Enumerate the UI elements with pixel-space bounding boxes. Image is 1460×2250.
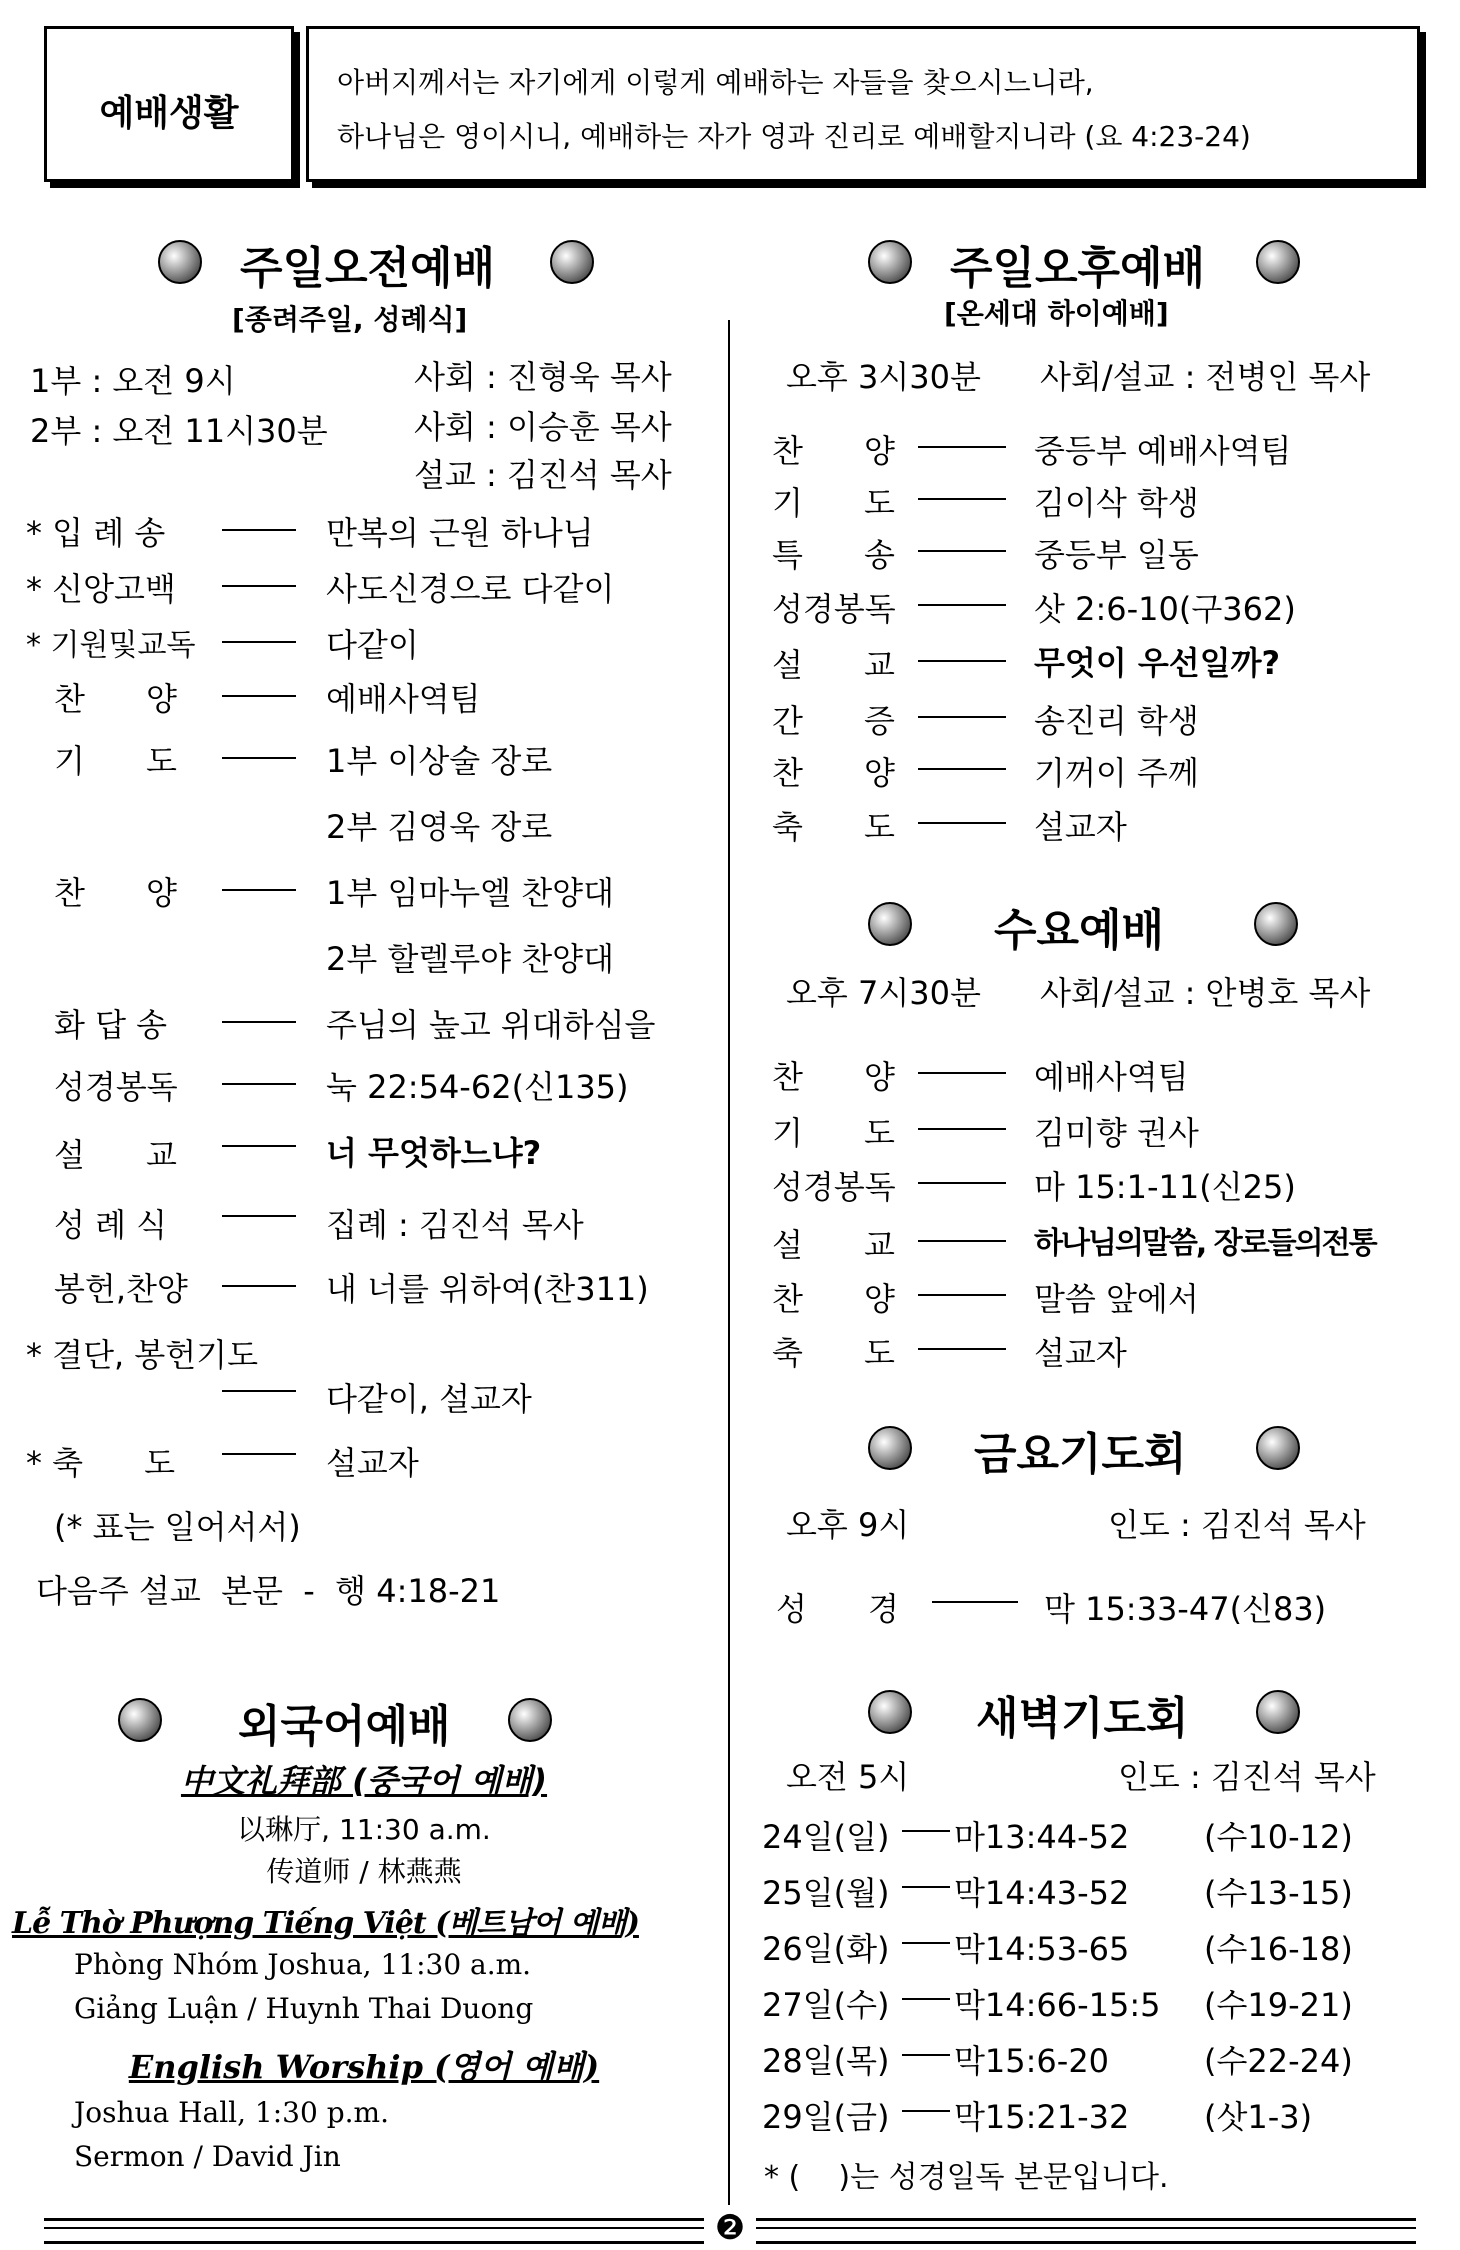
vietnamese-service-title: Lễ Thờ Phượng Tiếng Việt (베트남어 예배): [12, 1906, 639, 1941]
pm-item-label: 축 도: [772, 808, 895, 846]
sunday-pm-host: 사회/설교 : 전병인 목사: [1040, 358, 1371, 396]
bullet-icon: [868, 902, 912, 946]
pm-item-label: 찬 양: [772, 754, 895, 792]
header-label: 예배생활: [99, 93, 239, 134]
am-item-value: 설교자: [326, 1444, 419, 1482]
am-item-label: 찬 양: [54, 874, 177, 912]
leader-line: [902, 1830, 950, 1832]
standing-note: (* 표는 일어서서): [54, 1508, 301, 1546]
dawn-row-day: 25일(월): [762, 1874, 890, 1912]
leader-line: [918, 446, 1006, 448]
leader-line: [932, 1601, 1018, 1603]
leader-line: [222, 1390, 296, 1392]
bullet-icon: [550, 240, 594, 284]
dawn-note: * ( )는 성경일독 본문입니다.: [764, 2160, 1169, 2195]
am-item-value: 주님의 높고 위대하심을: [326, 1006, 656, 1044]
leader-line: [918, 604, 1006, 606]
service-1-host: 사회 : 진형욱 목사: [414, 358, 672, 396]
sunday-am-title: 주일오전예배: [240, 243, 496, 294]
am-item-value: 1부 임마누엘 찬양대: [326, 874, 614, 912]
leader-line: [222, 1285, 296, 1287]
leader-line: [222, 585, 296, 587]
bullet-icon: [118, 1698, 162, 1742]
wed-item-value: 김미향 권사: [1034, 1114, 1199, 1152]
dawn-row-paren: (수22-24): [1204, 2042, 1353, 2080]
pm-item-value: 설교자: [1034, 808, 1127, 846]
leader-line: [222, 1021, 296, 1023]
dawn-row-ref: 마13:44-52: [954, 1818, 1130, 1856]
leader-line: [918, 768, 1006, 770]
wed-item-label: 성경봉독: [772, 1168, 896, 1206]
bullet-icon: [1256, 1426, 1300, 1470]
am-item-value-2: 2부 김영욱 장로: [326, 808, 553, 846]
leader-line: [222, 641, 296, 643]
service-1-time: 1부 : 오전 9시: [30, 362, 236, 400]
bullet-icon: [868, 1426, 912, 1470]
am-item-value: 집례 : 김진석 목사: [326, 1206, 584, 1244]
am-item-label: * 축 도: [26, 1444, 176, 1482]
dawn-row-day: 24일(일): [762, 1818, 890, 1856]
column-divider: [728, 320, 730, 2205]
bullet-icon: [1254, 902, 1298, 946]
am-item-value: 만복의 근원 하나님: [326, 514, 594, 552]
dawn-time: 오전 5시: [786, 1758, 910, 1796]
friday-scripture-label: 성 경: [776, 1590, 899, 1628]
footer-rule-right: [756, 2218, 1416, 2244]
friday-leader: 인도 : 김진석 목사: [1108, 1506, 1366, 1544]
pm-item-label: 기 도: [772, 484, 895, 522]
pm-item-value: 김이삭 학생: [1034, 484, 1199, 522]
sunday-am-preacher: 설교 : 김진석 목사: [414, 456, 672, 494]
dawn-row-day: 29일(금): [762, 2098, 890, 2136]
leader-line: [902, 1886, 950, 1888]
am-item-label: 기 도: [54, 742, 177, 780]
am-item-value: 내 너를 위하여(찬311): [326, 1270, 649, 1308]
pm-item-value: 송진리 학생: [1034, 702, 1199, 740]
vietnamese-service-line-1: Phòng Nhóm Joshua, 11:30 a.m.: [74, 1948, 532, 1981]
am-item-label: 설 교: [54, 1136, 177, 1174]
dawn-row-ref: 막15:6-20: [954, 2042, 1110, 2080]
am-item-label: 화 답 송: [54, 1006, 168, 1044]
wed-item-label: 설 교: [772, 1226, 895, 1264]
leader-line: [222, 529, 296, 531]
english-service-title: English Worship (영어 예배): [128, 2048, 600, 2086]
pm-item-value: 중등부 예배사역팀: [1034, 432, 1292, 470]
am-item-label: 성경봉독: [54, 1068, 178, 1106]
wed-item-value: 말씀 앞에서: [1034, 1280, 1199, 1318]
leader-line: [222, 1083, 296, 1085]
am-item-value-2: 2부 할렐루야 찬양대: [326, 940, 614, 978]
am-item-value: 눅 22:54-62(신135): [326, 1068, 629, 1106]
am-item-label: 봉헌,찬양: [54, 1270, 188, 1308]
wednesday-host: 사회/설교 : 안병호 목사: [1040, 974, 1371, 1012]
am-item-label: * 신앙고백: [26, 570, 176, 608]
leader-line: [222, 695, 296, 697]
foreign-title: 외국어예배: [238, 1701, 451, 1752]
bullet-icon: [1256, 240, 1300, 284]
dawn-row-paren: (삿1-3): [1204, 2098, 1313, 2136]
am-item-value: 다같이: [326, 626, 419, 664]
bullet-icon: [158, 240, 202, 284]
header-verse-box: [306, 26, 1420, 182]
leader-line: [902, 2054, 950, 2056]
bullet-icon: [1256, 1690, 1300, 1734]
wed-item-label: 기 도: [772, 1114, 895, 1152]
header-label-box: [44, 26, 294, 182]
sunday-pm-time: 오후 3시30분: [786, 358, 981, 396]
leader-line: [918, 716, 1006, 718]
wed-item-value: 마 15:1-11(신25): [1034, 1168, 1296, 1206]
am-item-value: 다같이, 설교자: [326, 1380, 532, 1418]
pm-sermon-title: 무엇이 우선일까?: [1034, 644, 1281, 682]
dawn-row-day: 28일(목): [762, 2042, 890, 2080]
verse-line-1: 아버지께서는 자기에게 이렇게 예배하는 자들을 찾으시느니라,: [337, 66, 1094, 99]
am-item-label: 성 례 식: [54, 1206, 168, 1244]
leader-line: [918, 1294, 1006, 1296]
next-week-scripture: 다음주 설교 본문 - 행 4:18-21: [36, 1572, 501, 1610]
wed-item-label: 찬 양: [772, 1280, 895, 1318]
wed-item-value: 예배사역팀: [1034, 1058, 1189, 1096]
friday-title: 금요기도회: [974, 1429, 1187, 1480]
wed-item-value: 설교자: [1034, 1334, 1127, 1372]
leader-line: [918, 550, 1006, 552]
pm-item-label: 특 송: [772, 536, 895, 574]
pm-item-value: 삿 2:6-10(구362): [1034, 590, 1296, 628]
am-sermon-title: 너 무엇하느냐?: [326, 1134, 542, 1172]
leader-line: [902, 2110, 950, 2112]
leader-line: [918, 1348, 1006, 1350]
verse-line-2: 하나님은 영이시니, 예배하는 자가 영과 진리로 예배할지니라 (요 4:23-24): [337, 120, 1251, 153]
leader-line: [222, 1453, 296, 1455]
pm-item-value: 기꺼이 주께: [1034, 754, 1199, 792]
am-item-label: * 결단, 봉헌기도: [26, 1336, 258, 1374]
dawn-row-ref: 막14:43-52: [954, 1874, 1130, 1912]
leader-line: [902, 1942, 950, 1944]
am-item-label: * 입 례 송: [26, 514, 166, 552]
pm-item-label: 찬 양: [772, 432, 895, 470]
leader-line: [902, 1998, 950, 2000]
dawn-leader: 인도 : 김진석 목사: [1118, 1758, 1376, 1796]
dawn-title: 새벽기도회: [976, 1693, 1189, 1744]
leader-line: [918, 1128, 1006, 1130]
dawn-row-paren: (수13-15): [1204, 1874, 1353, 1912]
leader-line: [918, 498, 1006, 500]
service-2-time: 2부 : 오전 11시30분: [30, 412, 328, 450]
bullet-icon: [508, 1698, 552, 1742]
leader-line: [918, 1182, 1006, 1184]
friday-scripture: 막 15:33-47(신83): [1044, 1590, 1327, 1628]
leader-line: [222, 889, 296, 891]
leader-line: [918, 1240, 1006, 1242]
leader-line: [918, 1072, 1006, 1074]
vietnamese-service-line-2: Giảng Luận / Huynh Thai Duong: [74, 1992, 534, 2025]
service-2-host: 사회 : 이승훈 목사: [414, 408, 672, 446]
wednesday-time: 오후 7시30분: [786, 974, 981, 1012]
friday-time: 오후 9시: [786, 1506, 910, 1544]
am-item-value: 사도신경으로 다같이: [326, 570, 615, 608]
dawn-row-paren: (수10-12): [1204, 1818, 1353, 1856]
dawn-row-paren: (수19-21): [1204, 1986, 1353, 2024]
bullet-icon: [868, 240, 912, 284]
pm-item-label: 간 증: [772, 702, 895, 740]
bullet-icon: [868, 1690, 912, 1734]
sunday-pm-title: 주일오후예배: [950, 243, 1206, 294]
dawn-row-day: 27일(수): [762, 1986, 890, 2024]
page-number: ❷: [714, 2208, 746, 2248]
am-item-value: 1부 이상술 장로: [326, 742, 553, 780]
sunday-am-subtitle: [종려주일, 성례식]: [232, 303, 468, 336]
leader-line: [918, 822, 1006, 824]
wednesday-title: 수요예배: [994, 905, 1165, 956]
chinese-service-title: 中文礼拜部 (중국어 예배): [180, 1762, 548, 1800]
chinese-service-line-1: 以琳厅, 11:30 a.m.: [237, 1813, 491, 1846]
wed-sermon-title: 하나님의말씀, 장로들의전통: [1034, 1226, 1376, 1261]
pm-item-label: 성경봉독: [772, 590, 896, 628]
pm-item-value: 중등부 일동: [1034, 536, 1199, 574]
leader-line: [222, 1145, 296, 1147]
wed-item-label: 축 도: [772, 1334, 895, 1372]
dawn-row-ref: 막14:53-65: [954, 1930, 1130, 1968]
english-service-line-1: Joshua Hall, 1:30 p.m.: [74, 2096, 389, 2129]
sunday-pm-subtitle: [온세대 하이예배]: [944, 297, 1169, 330]
dawn-row-day: 26일(화): [762, 1930, 890, 1968]
english-service-line-2: Sermon / David Jin: [74, 2140, 341, 2173]
am-item-value: 예배사역팀: [326, 680, 481, 718]
pm-item-label: 설 교: [772, 646, 895, 684]
am-item-label: * 기원및교독: [26, 628, 196, 663]
chinese-service-line-2: 传道师 / 林燕燕: [266, 1855, 462, 1888]
dawn-row-ref: 막15:21-32: [954, 2098, 1130, 2136]
leader-line: [222, 1215, 296, 1217]
wed-item-label: 찬 양: [772, 1058, 895, 1096]
leader-line: [222, 757, 296, 759]
leader-line: [918, 660, 1006, 662]
dawn-row-ref: 막14:66-15:5: [954, 1986, 1161, 2024]
dawn-row-paren: (수16-18): [1204, 1930, 1353, 1968]
am-item-label: 찬 양: [54, 680, 177, 718]
footer-rule-left: [44, 2218, 704, 2244]
